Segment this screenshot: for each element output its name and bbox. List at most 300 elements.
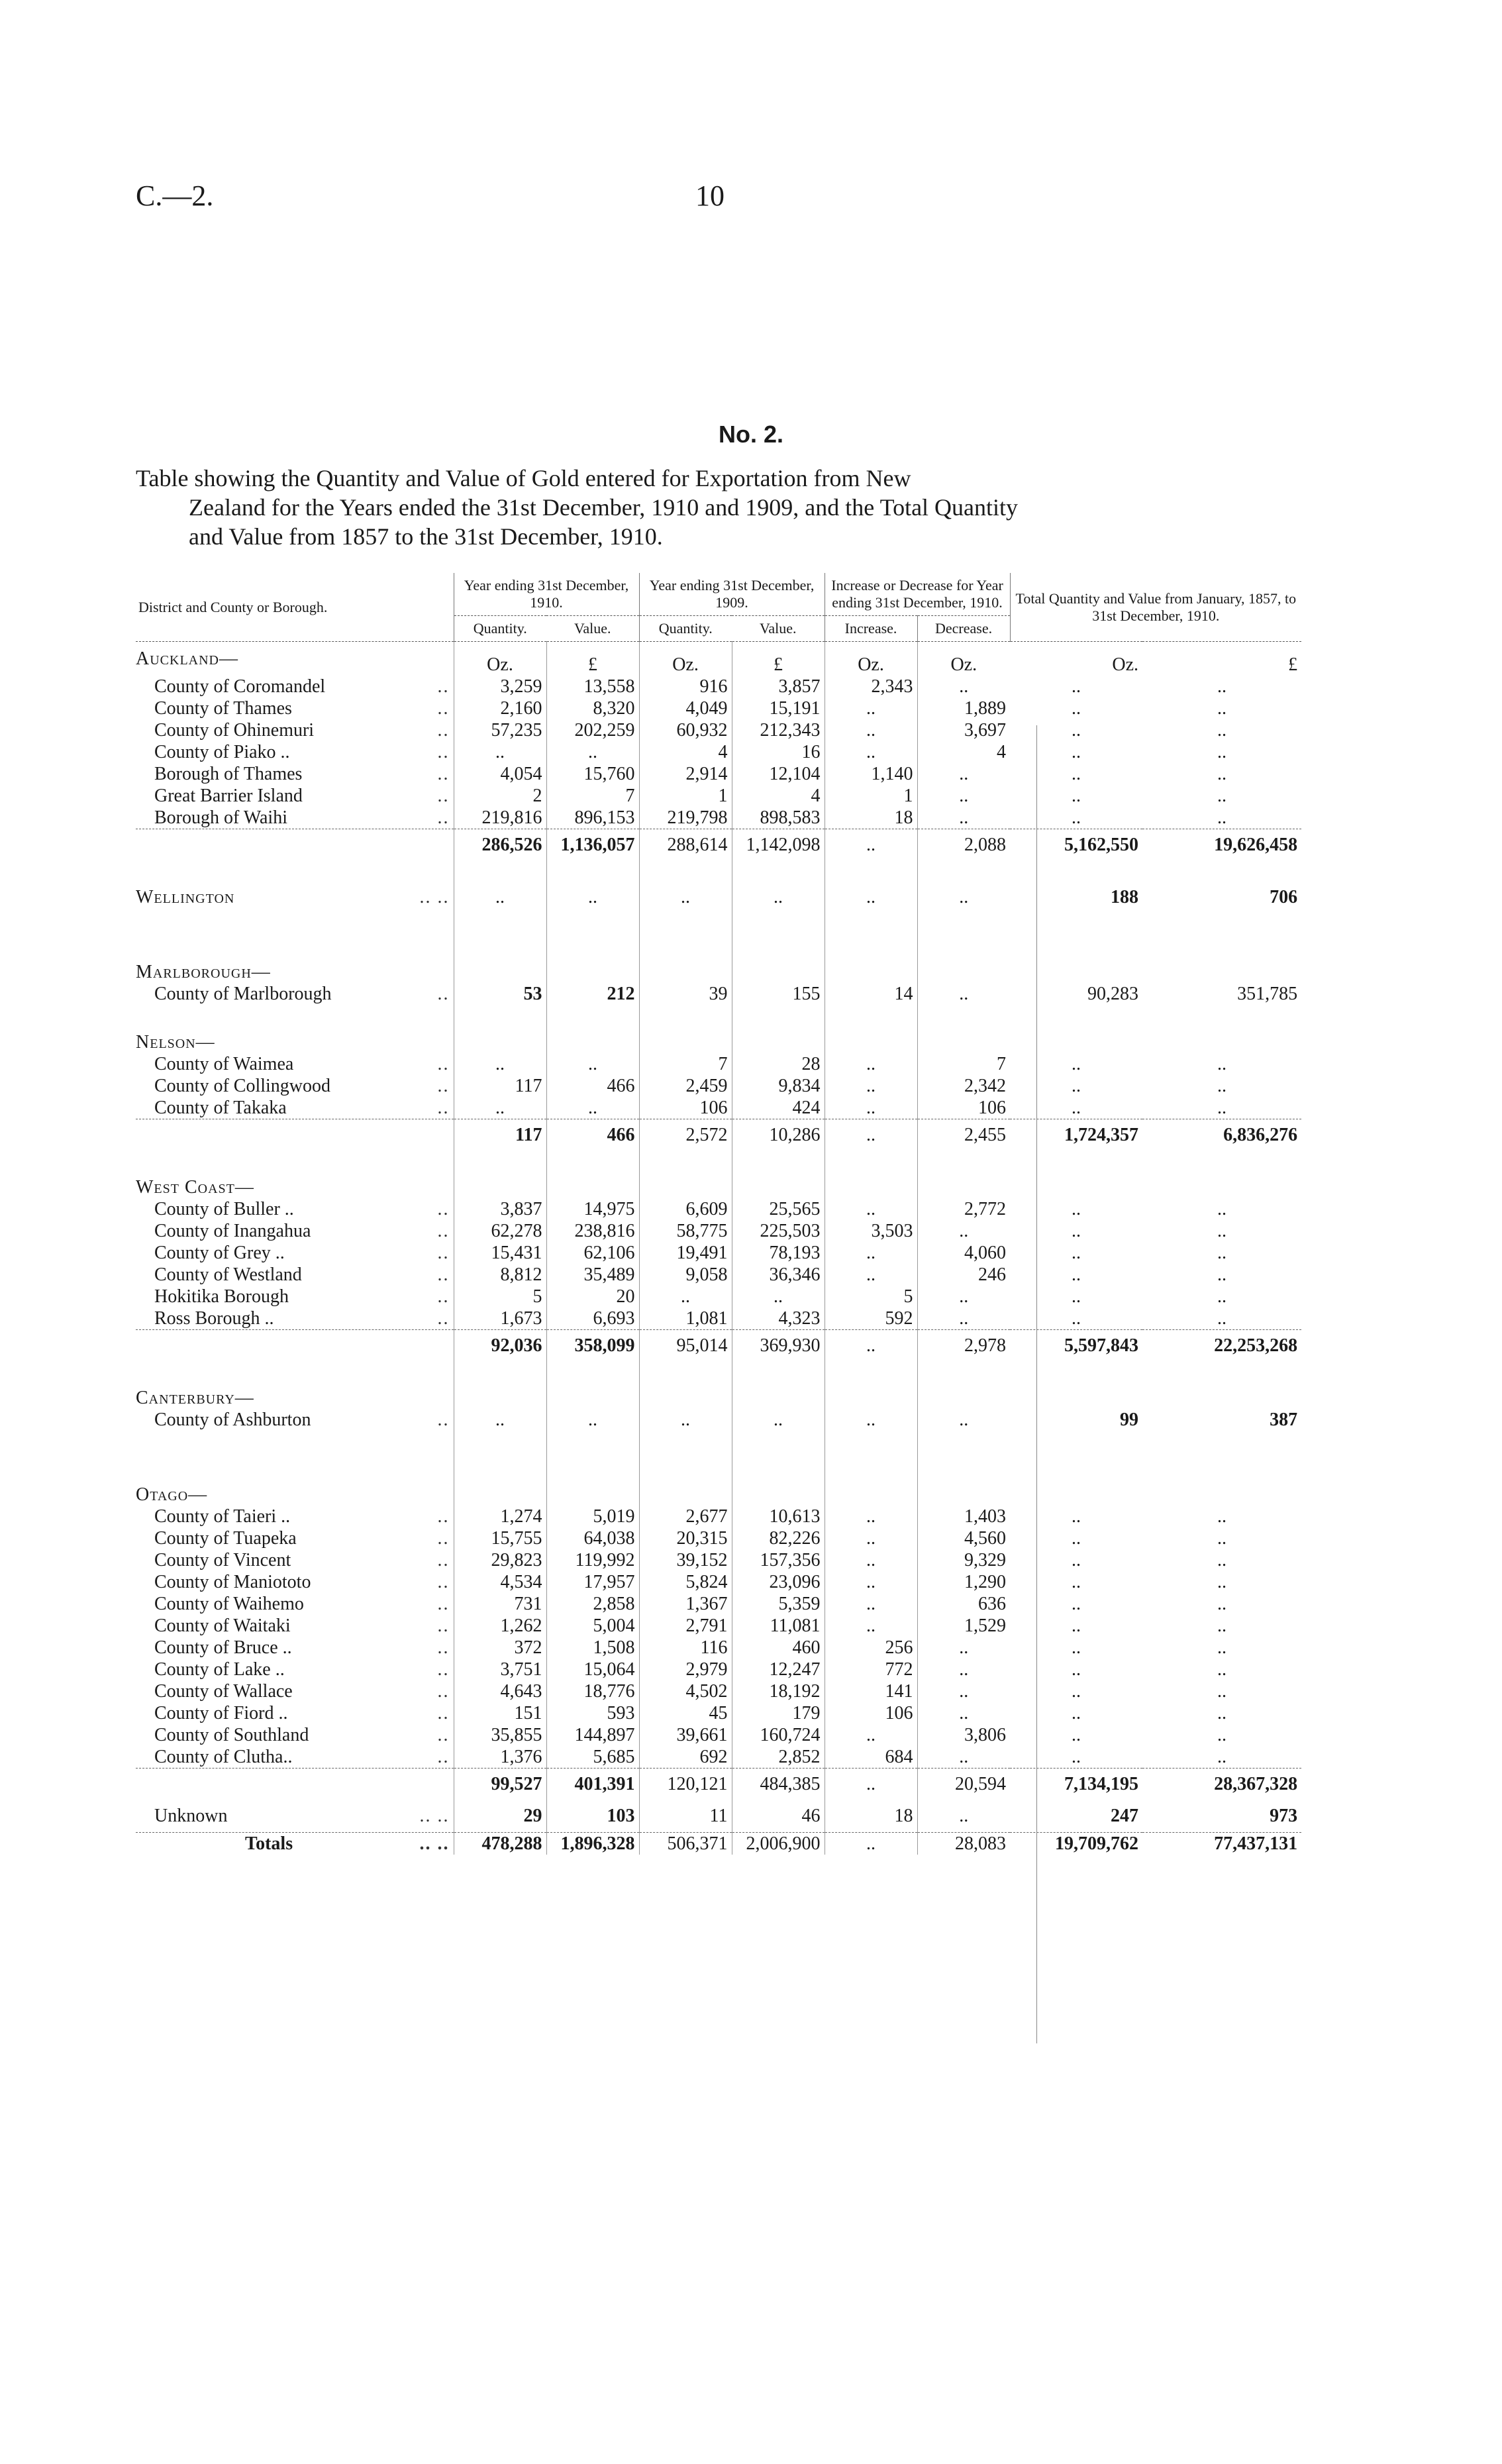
leader-dots: ..: [437, 1076, 450, 1096]
leader-dots: ..: [437, 1703, 450, 1723]
cell-total-qty: 19,709,762: [1010, 1833, 1142, 1855]
header-increase-decrease: Increase or Decrease for Year ending 31st December, 1910.: [825, 573, 1010, 616]
district-name: [136, 1409, 454, 1431]
cell-increase: ..: [825, 1833, 917, 1855]
cell-increase: ..: [825, 1097, 917, 1119]
spacer-cell: [1142, 860, 1301, 886]
page-number: 10: [695, 180, 725, 212]
spacer-cell: [1142, 1005, 1301, 1031]
cell-qty-1909: [639, 1484, 732, 1506]
subtotal-label: [136, 1769, 454, 1800]
district-name: [136, 1637, 454, 1659]
table-row: [136, 1308, 1301, 1330]
cell-total-qty: ..: [1072, 1506, 1081, 1527]
cell-value-1909: ..: [732, 1286, 825, 1308]
cell-value-1910: 7: [546, 785, 639, 807]
district-name: [136, 697, 454, 719]
cell-increase: [825, 1387, 917, 1409]
cell-qty-1910: 4,054: [454, 763, 546, 785]
district-name: [136, 676, 454, 697]
column-rule: [1036, 725, 1038, 2043]
cell-value-1909: 28: [732, 1053, 825, 1075]
cell-increase: [825, 961, 917, 983]
table-row: [136, 741, 1301, 763]
spacer-cell: [1010, 1431, 1142, 1484]
cell-value-1909: 9,834: [732, 1075, 825, 1097]
cell-value-1909: 1,142,098: [732, 829, 825, 860]
cell-qty-1909: 20,315: [639, 1527, 732, 1549]
cell-decrease: ..: [917, 886, 1010, 908]
district-label: Otago—: [136, 1484, 208, 1505]
cell-total-value: ..: [1217, 1572, 1227, 1592]
cell-increase: ..: [825, 1075, 917, 1097]
cell-total-qty: 247: [1111, 1805, 1139, 1826]
cell-total-value: ..: [1217, 1550, 1227, 1570]
leader-dots: ..: [437, 1286, 450, 1307]
table-row: [136, 961, 1301, 983]
spacer-cell: [732, 1150, 825, 1176]
cell-value-1910: [546, 1031, 639, 1053]
cell-total-value: ..: [1217, 807, 1227, 828]
district-label: Hokitika Borough: [154, 1286, 289, 1307]
cell-qty-1909: ..: [639, 1286, 732, 1308]
leader-dots: ..: [437, 1308, 450, 1329]
spacer-cell: [917, 1360, 1010, 1387]
cell-qty-1910: 92,036: [454, 1330, 546, 1361]
header-value-1910: Value.: [546, 616, 639, 642]
district-name: [136, 1702, 454, 1724]
spacer-cell: [732, 1431, 825, 1484]
table-row: [136, 1031, 1301, 1053]
cell-qty-1910: 117: [454, 1119, 546, 1151]
table-row: [136, 1053, 1301, 1075]
district-name: [136, 763, 454, 785]
spacer-cell: [825, 860, 917, 886]
spacer-cell: [1010, 860, 1142, 886]
cell-total-value: ..: [1217, 1659, 1227, 1680]
district-label: Totals: [245, 1833, 293, 1854]
cell-total-qty: 7,134,195: [1010, 1769, 1142, 1800]
cell-increase: 592: [825, 1308, 917, 1330]
cell-increase: ..: [825, 1242, 917, 1264]
cell-total-value: ..: [1217, 720, 1227, 741]
cell-total-value: ..: [1217, 1725, 1227, 1745]
table-row: [136, 763, 1301, 785]
cell-value-1910: 18,776: [546, 1680, 639, 1702]
district-label: County of Waitaki: [154, 1616, 291, 1636]
cell-qty-1910: 62,278: [454, 1220, 546, 1242]
leader-dots: ..: [437, 786, 450, 806]
cell-value-1909: 4: [732, 785, 825, 807]
cell-increase: ..: [825, 886, 917, 908]
cell-decrease: 1,889: [917, 697, 1010, 719]
cell-decrease: 2,455: [917, 1119, 1010, 1151]
cell-value-1910: ..: [546, 1409, 639, 1431]
cell-total-value: ..: [1217, 742, 1227, 762]
cell-decrease: 2,088: [917, 829, 1010, 860]
header-quantity-1909: Quantity.: [639, 616, 732, 642]
cell-qty-1909: 1,081: [639, 1308, 732, 1330]
cell-value-1909: 157,356: [732, 1549, 825, 1571]
cell-value-1909: 898,583: [732, 807, 825, 829]
spacer-cell: [546, 1360, 639, 1387]
leader-dots: ..: [437, 1572, 450, 1592]
cell-decrease: ..: [917, 763, 1010, 785]
cell-qty-1909: [639, 1176, 732, 1198]
cell-qty-1910: 3,751: [454, 1659, 546, 1680]
cell-total-qty: ..: [1072, 1703, 1081, 1723]
cell-value-1909: 12,247: [732, 1659, 825, 1680]
cell-qty-1910: ..: [454, 1053, 546, 1075]
cell-decrease: 4,560: [917, 1527, 1010, 1549]
cell-qty-1910: 35,855: [454, 1724, 546, 1746]
table-row: [136, 1571, 1301, 1593]
cell-value-1909: 2,006,900: [732, 1833, 825, 1855]
cell-value-1910: 358,099: [546, 1330, 639, 1361]
cell-qty-1910: 478,288: [454, 1833, 546, 1855]
cell-increase: ..: [825, 1119, 917, 1151]
leader-dots: ..: [437, 984, 450, 1004]
cell-decrease: 1,403: [917, 1506, 1010, 1527]
spacer-cell: [1142, 908, 1301, 961]
cell-decrease: 2,978: [917, 1330, 1010, 1361]
header-year-1910: Year ending 31st December, 1910.: [454, 573, 639, 616]
cell-increase: ..: [825, 719, 917, 741]
spacer-cell: [1142, 1150, 1301, 1176]
cell-decrease: Oz.: [917, 642, 1010, 676]
cell-value-1910: 212: [546, 983, 639, 1005]
cell-value-1909: 369,930: [732, 1330, 825, 1361]
cell-total-qty: ..: [1072, 1286, 1081, 1307]
spacer-cell: [1010, 1360, 1142, 1387]
cell-total-value: 387: [1270, 1410, 1298, 1430]
cell-total-qty: ..: [1072, 1528, 1081, 1549]
spacer-cell: [825, 1360, 917, 1387]
cell-total-value: ..: [1217, 1098, 1227, 1118]
cell-qty-1909: 11: [639, 1799, 732, 1833]
cell-decrease: ..: [917, 1409, 1010, 1431]
district-name: [136, 1615, 454, 1637]
cell-value-1909: [732, 961, 825, 983]
cell-total-qty: ..: [1072, 1550, 1081, 1570]
cell-total-value: ..: [1217, 1528, 1227, 1549]
district-label: County of Ohinemuri: [154, 720, 315, 741]
district-label: Canterbury—: [136, 1388, 254, 1408]
cell-total-value: [1142, 1176, 1301, 1198]
table-row: [136, 1119, 1301, 1151]
cell-total-qty: 188: [1111, 887, 1139, 907]
cell-total-value: 351,785: [1237, 984, 1298, 1004]
cell-qty-1909: 60,932: [639, 719, 732, 741]
cell-decrease: ..: [917, 785, 1010, 807]
table-row: [136, 1005, 1301, 1031]
spacer-cell: [454, 1005, 546, 1031]
district-label: County of Inangahua: [154, 1221, 311, 1241]
cell-total-value: [1142, 961, 1301, 983]
cell-total-qty: Oz.: [1112, 654, 1139, 675]
cell-qty-1909: 120,121: [639, 1769, 732, 1800]
cell-value-1909: 155: [732, 983, 825, 1005]
cell-value-1910: [546, 1387, 639, 1409]
cell-increase: ..: [825, 1593, 917, 1615]
leader-dots: ..: [437, 1221, 450, 1241]
spacer-cell: [1010, 1005, 1142, 1031]
cell-decrease: 3,806: [917, 1724, 1010, 1746]
cell-value-1909: 10,613: [732, 1506, 825, 1527]
cell-total-qty: ..: [1072, 1659, 1081, 1680]
table-row: [136, 1680, 1301, 1702]
cell-value-1909: [732, 1387, 825, 1409]
cell-decrease: 7: [917, 1053, 1010, 1075]
district-label: Nelson—: [136, 1032, 215, 1052]
cell-decrease: 1,529: [917, 1615, 1010, 1637]
cell-qty-1909: 39,152: [639, 1549, 732, 1571]
cell-value-1909: 5,359: [732, 1593, 825, 1615]
district-name: [136, 1549, 454, 1571]
spacer-cell: [454, 1150, 546, 1176]
cell-qty-1910: 99,527: [454, 1769, 546, 1800]
district-name: [136, 1242, 454, 1264]
table-row: [136, 1615, 1301, 1637]
cell-decrease: 2,342: [917, 1075, 1010, 1097]
cell-qty-1910: 151: [454, 1702, 546, 1724]
subtotal-label: [136, 829, 454, 860]
cell-increase: 1,140: [825, 763, 917, 785]
cell-decrease: ..: [917, 807, 1010, 829]
cell-qty-1910: 219,816: [454, 807, 546, 829]
district-name: [136, 719, 454, 741]
district-label: County of Piako ..: [154, 742, 290, 762]
cell-total-value: ..: [1217, 1264, 1227, 1285]
cell-decrease: 3,697: [917, 719, 1010, 741]
cell-qty-1909: ..: [639, 886, 732, 908]
cell-value-1910: 144,897: [546, 1724, 639, 1746]
spacer-cell: [136, 1431, 454, 1484]
table-row: [136, 697, 1301, 719]
subtotal-label: [136, 1330, 454, 1361]
cell-value-1910: 238,816: [546, 1220, 639, 1242]
cell-total-qty: [1010, 1484, 1142, 1506]
cell-total-qty: ..: [1072, 1221, 1081, 1241]
cell-value-1909: 23,096: [732, 1571, 825, 1593]
cell-increase: ..: [825, 829, 917, 860]
cell-value-1909: 424: [732, 1097, 825, 1119]
spacer-cell: [917, 860, 1010, 886]
table-row: [136, 1724, 1301, 1746]
table-row: [136, 1549, 1301, 1571]
spacer-cell: [1142, 1431, 1301, 1484]
district-label: Marlborough—: [136, 962, 271, 982]
spacer-cell: [454, 860, 546, 886]
cell-increase: ..: [825, 697, 917, 719]
spacer-cell: [639, 860, 732, 886]
cell-value-1909: 18,192: [732, 1680, 825, 1702]
cell-total-qty: [1010, 961, 1142, 983]
cell-total-value: £: [1288, 654, 1298, 675]
leader-dots: ..: [437, 1528, 450, 1549]
cell-decrease: ..: [917, 983, 1010, 1005]
cell-qty-1909: 916: [639, 676, 732, 697]
cell-qty-1910: ..: [454, 1409, 546, 1431]
spacer-cell: [825, 1005, 917, 1031]
cell-total-qty: ..: [1072, 1098, 1081, 1118]
leader-dots: ..: [437, 1054, 450, 1074]
cell-total-value: [1142, 1031, 1301, 1053]
district-name: [136, 807, 454, 829]
cell-total-qty: ..: [1072, 720, 1081, 741]
cell-decrease: [917, 1484, 1010, 1506]
cell-value-1910: 6,693: [546, 1308, 639, 1330]
cell-value-1910: 8,320: [546, 697, 639, 719]
table-row: [136, 676, 1301, 697]
spacer-cell: [546, 908, 639, 961]
spacer-cell: [917, 1431, 1010, 1484]
cell-increase: ..: [825, 1769, 917, 1800]
cell-value-1909: ..: [732, 886, 825, 908]
cell-value-1910: 466: [546, 1119, 639, 1151]
caption-line: Zealand for the Years ended the 31st December, 1910 and 1909, and the Total Quantity: [189, 494, 1019, 521]
cell-total-value: ..: [1217, 1308, 1227, 1329]
cell-qty-1909: Oz.: [639, 642, 732, 676]
table-row: [136, 1360, 1301, 1387]
district-name: [136, 1659, 454, 1680]
cell-total-qty: [1010, 1387, 1142, 1409]
district-name: [136, 1053, 454, 1075]
cell-value-1910: 17,957: [546, 1571, 639, 1593]
spacer-cell: [136, 860, 454, 886]
cell-qty-1910: 5: [454, 1286, 546, 1308]
district-label: County of Takaka: [154, 1098, 287, 1118]
cell-decrease: 246: [917, 1264, 1010, 1286]
district-name: [136, 642, 454, 676]
cell-qty-1909: 6,609: [639, 1198, 732, 1220]
cell-total-value: 28,367,328: [1142, 1769, 1301, 1800]
cell-increase: ..: [825, 1724, 917, 1746]
cell-total-value: ..: [1217, 1747, 1227, 1767]
cell-total-value: ..: [1217, 1199, 1227, 1219]
cell-total-qty: [1010, 1176, 1142, 1198]
cell-total-value: ..: [1217, 1243, 1227, 1263]
cell-value-1909: [732, 1176, 825, 1198]
cell-increase: 2,343: [825, 676, 917, 697]
district-label: County of Tuapeka: [154, 1528, 297, 1549]
cell-qty-1910: 57,235: [454, 719, 546, 741]
cell-increase: [825, 1176, 917, 1198]
district-label: County of Thames: [154, 698, 292, 719]
spacer-cell: [136, 908, 454, 961]
cell-value-1910: ..: [546, 741, 639, 763]
cell-qty-1909: 39: [639, 983, 732, 1005]
cell-decrease: 4,060: [917, 1242, 1010, 1264]
cell-increase: 106: [825, 1702, 917, 1724]
leader-dots: ..: [437, 720, 450, 741]
table-row: [136, 1637, 1301, 1659]
cell-total-value: ..: [1217, 698, 1227, 719]
cell-total-qty: 90,283: [1087, 984, 1139, 1004]
cell-total-qty: ..: [1072, 1054, 1081, 1074]
cell-total-value: ..: [1217, 1286, 1227, 1307]
spacer-cell: [825, 1150, 917, 1176]
table-row: [136, 1286, 1301, 1308]
header-value-1909: Value.: [732, 616, 825, 642]
cell-value-1910: 15,064: [546, 1659, 639, 1680]
cell-increase: 684: [825, 1746, 917, 1769]
cell-qty-1909: 4: [639, 741, 732, 763]
cell-increase: ..: [825, 1053, 917, 1075]
cell-value-1909: 15,191: [732, 697, 825, 719]
cell-value-1909: 460: [732, 1637, 825, 1659]
cell-total-qty: ..: [1072, 1747, 1081, 1767]
cell-qty-1909: 58,775: [639, 1220, 732, 1242]
cell-value-1909: 16: [732, 741, 825, 763]
district-label: County of Grey ..: [154, 1243, 285, 1263]
header-quantity-1910: Quantity.: [454, 616, 546, 642]
spacer-cell: [639, 1005, 732, 1031]
district-label: County of Buller ..: [154, 1199, 294, 1219]
cell-qty-1910: 1,274: [454, 1506, 546, 1527]
cell-qty-1909: 106: [639, 1097, 732, 1119]
cell-increase: 1: [825, 785, 917, 807]
spacer-cell: [639, 1360, 732, 1387]
district-label: West Coast—: [136, 1177, 254, 1198]
cell-value-1910: 401,391: [546, 1769, 639, 1800]
spacer-cell: [1142, 1360, 1301, 1387]
spacer-cell: [732, 908, 825, 961]
district-label: County of Bruce ..: [154, 1637, 292, 1658]
cell-total-qty: ..: [1072, 1264, 1081, 1285]
district-name: [136, 1593, 454, 1615]
cell-value-1909: 4,323: [732, 1308, 825, 1330]
spacer-cell: [825, 1431, 917, 1484]
cell-decrease: [917, 1176, 1010, 1198]
cell-qty-1910: 15,431: [454, 1242, 546, 1264]
cell-value-1910: 1,136,057: [546, 829, 639, 860]
cell-increase: 3,503: [825, 1220, 917, 1242]
table-row: [136, 1746, 1301, 1769]
cell-qty-1910: 1,376: [454, 1746, 546, 1769]
table-row: [136, 1799, 1301, 1833]
district-name: [136, 1571, 454, 1593]
cell-value-1909: 484,385: [732, 1769, 825, 1800]
cell-qty-1909: 45: [639, 1702, 732, 1724]
leader-dots: ..: [437, 676, 450, 697]
cell-increase: 18: [825, 807, 917, 829]
spacer-cell: [917, 1150, 1010, 1176]
cell-qty-1910: 2: [454, 785, 546, 807]
district-name: [136, 886, 454, 908]
cell-increase: ..: [825, 1527, 917, 1549]
cell-qty-1910: 1,673: [454, 1308, 546, 1330]
cell-increase: ..: [825, 1264, 917, 1286]
cell-decrease: 2,772: [917, 1198, 1010, 1220]
leader-dots: ..: [437, 1410, 450, 1430]
cell-total-qty: ..: [1072, 1243, 1081, 1263]
district-label: Borough of Waihi: [154, 807, 287, 828]
cell-total-value: [1142, 1484, 1301, 1506]
cell-qty-1910: [454, 1484, 546, 1506]
cell-qty-1909: 288,614: [639, 829, 732, 860]
table-row: [136, 1176, 1301, 1198]
district-label: County of Clutha..: [154, 1747, 293, 1767]
leader-dots: ..: [437, 1199, 450, 1219]
district-name: [136, 1387, 454, 1409]
cell-value-1909: ..: [732, 1409, 825, 1431]
subtotal-label: [136, 1119, 454, 1151]
leader-dots: ..: [437, 1616, 450, 1636]
leader-dots: ..: [437, 1725, 450, 1745]
cell-qty-1910: 53: [454, 983, 546, 1005]
cell-qty-1910: ..: [454, 886, 546, 908]
